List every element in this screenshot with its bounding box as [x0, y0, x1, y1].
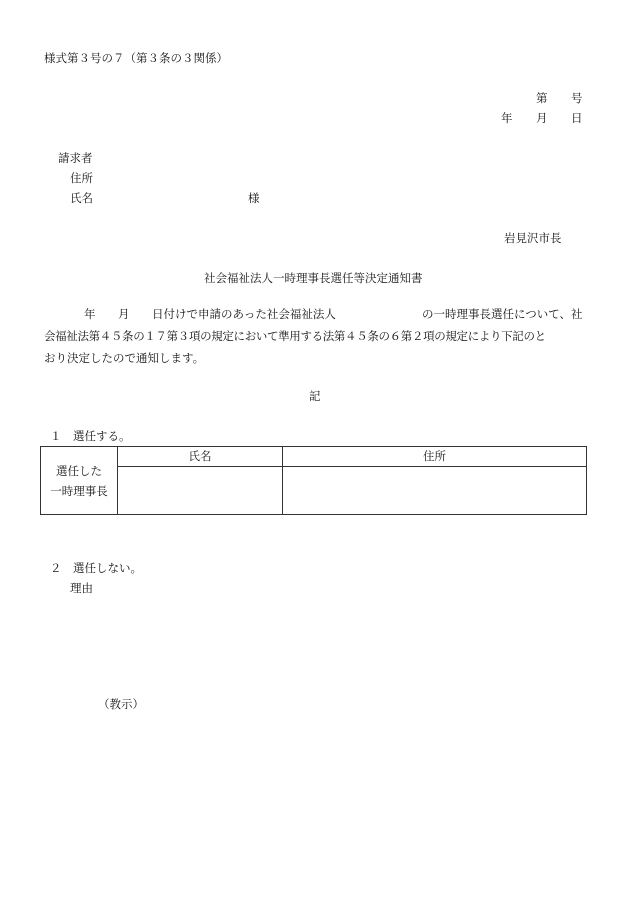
doc-number-go: 号: [571, 91, 583, 105]
reason-label: 理由: [70, 581, 93, 595]
appointed-label-cell: [41, 447, 118, 515]
requester-name-label: 氏名: [70, 191, 93, 205]
requester-sama: 様: [248, 191, 260, 205]
section1-heading: １ 選任する。: [50, 429, 131, 443]
name-cell[interactable]: [118, 467, 283, 515]
appointed-label-line2: 一時理事長: [50, 483, 108, 498]
appointed-label-line1: 選任した: [56, 463, 102, 478]
document-title: 社会福祉法人一時理事長選任等決定通知書: [204, 271, 423, 285]
body-line3: おり決定したので通知します。: [44, 351, 205, 365]
column-header-address: 住所: [283, 447, 587, 467]
requester-label: 請求者: [58, 151, 93, 165]
section2-heading: ２ 選任しない。: [50, 561, 142, 575]
date-day: 日: [571, 111, 583, 125]
date-month: 月: [536, 111, 548, 125]
form-number: 様式第３号の７（第３条の３関係）: [44, 51, 228, 65]
body-line1-text: 日付けで申請のあった社会福祉法人: [152, 307, 336, 321]
date-year: 年: [501, 111, 513, 125]
body-line2: 会福祉法第４５条の１７第３項の規定において準用する法第４５条の６第２項の規定により下記のと: [44, 329, 546, 343]
body-month: 月: [118, 307, 130, 321]
column-header-name: 氏名: [118, 447, 283, 467]
address-cell[interactable]: [283, 467, 587, 515]
body-line1-tail: の一時理事長選任について、社: [422, 307, 583, 321]
ki-label: 記: [309, 389, 321, 403]
requester-address-label: 住所: [70, 171, 93, 185]
notice-label: （教示）: [98, 697, 144, 711]
body-year: 年: [84, 307, 96, 321]
issuer: 岩見沢市長: [504, 231, 562, 245]
doc-number-dai: 第: [536, 91, 548, 105]
appointment-table: [40, 446, 587, 515]
